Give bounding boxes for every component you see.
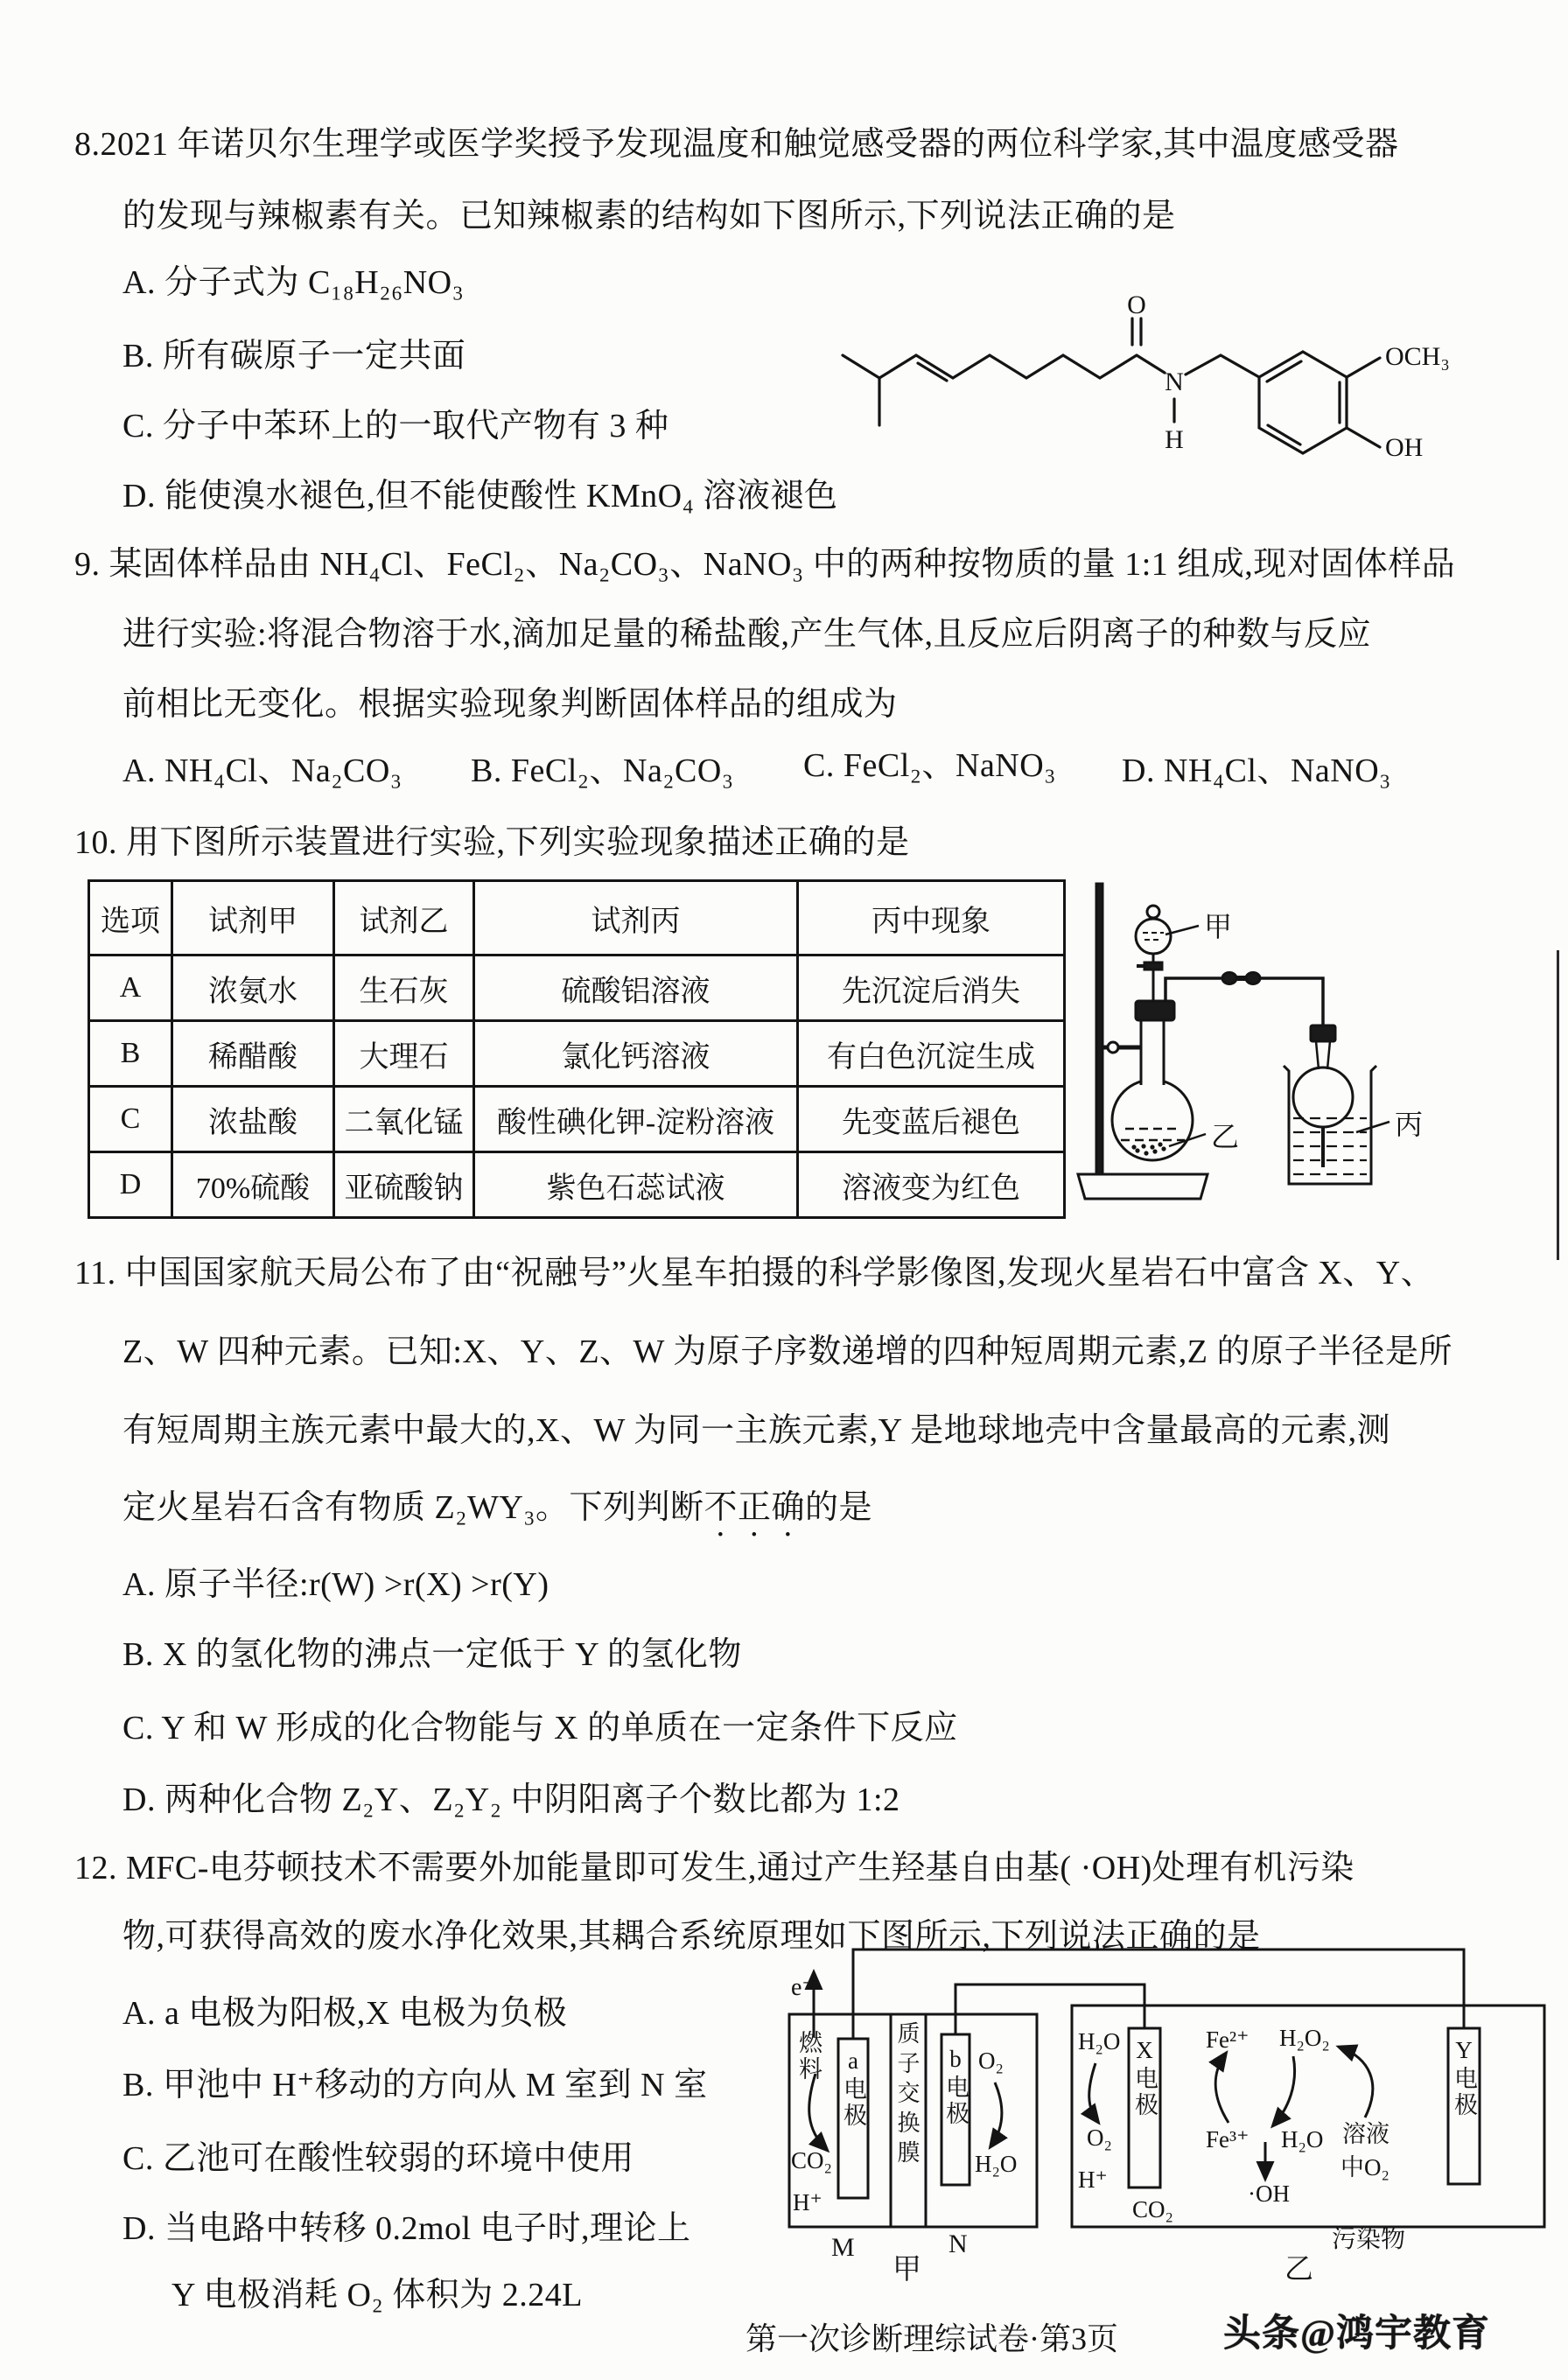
q12-stem-line1: 12. MFC-电芬顿技术不需要外加能量即可发生,通过产生羟基自由基( ·OH)处理有机污染 (74, 1850, 1354, 1886)
structure-nitrogen-label: N (1165, 368, 1184, 396)
table-cell: 有白色沉淀生成 (798, 1021, 1065, 1087)
h2o-mid-label: H₂O (1281, 2126, 1324, 2152)
capsaicin-structure-diagram (827, 278, 1492, 466)
h2o-to-o2-arrow (1089, 2063, 1097, 2121)
electrode-b-label: b电极 (942, 2046, 969, 2127)
q8-option-c: C. 分子中苯环上的一取代产物有 3 种 (122, 408, 669, 444)
fe3-to-fe2-arrow (1215, 2054, 1228, 2123)
q9-stem-line1: 9. 某固体样品由 NH₄Cl、FeCl₂、Na₂CO₃、NaNO₃ 中的两种按物质的量 1:1 组成,现对固体样品 (74, 546, 1456, 583)
electrode-a-label: a电极 (840, 2048, 866, 2129)
watermark-text: 头条@鸿宇教育 (1223, 2314, 1490, 2355)
q10-reagent-table (88, 879, 1066, 1219)
structure-hydrogen-label: H (1165, 425, 1184, 454)
tube-connector (1222, 973, 1236, 984)
structure-oxygen-label: O (1127, 290, 1146, 319)
fuel-to-co2-arrow (809, 2074, 826, 2149)
stand-pole (1096, 884, 1102, 1174)
table-header-cell: 试剂甲 (172, 881, 334, 956)
q11-stem-line4 (122, 1488, 872, 1544)
table-cell: 先变蓝后褪色 (798, 1087, 1065, 1152)
solution-o2-label-line2: 中O₂ (1340, 2154, 1390, 2180)
o2-to-h2o-arrow (991, 2082, 1002, 2146)
table-header-cell: 试剂丙 (474, 881, 798, 956)
q8-option-a: A. 分子式为 C₁₈H₂₆NO₃ (122, 264, 465, 301)
h2o-right-label: H₂O (1078, 2028, 1121, 2054)
table-cell: 浓盐酸 (172, 1087, 334, 1152)
q9-option-c: C. FeCl₂、NaNO₃ (803, 747, 1056, 784)
electron-label: e⁻ (791, 1974, 816, 2001)
table-header-cell: 选项 (89, 881, 172, 956)
q11-option-c: C. Y 和 W 形成的化合物能与 X 的单质在一定条件下反应 (122, 1710, 958, 1746)
table-cell: B (89, 1021, 172, 1087)
q9-stem-line3: 前相比无变化。根据实验现象判断固体样品的组成为 (122, 686, 898, 723)
fe3-label: Fe³⁺ (1206, 2126, 1250, 2152)
chamber-n-label: N (948, 2230, 968, 2258)
h2o2-down-arrow (1274, 2056, 1295, 2124)
table-header-row (89, 881, 1065, 956)
q12-option-a: A. a 电极为阳极,X 电极为负极 (122, 1995, 568, 2032)
o2-to-h2o2-arrow (1340, 2048, 1373, 2118)
structure-hydroxyl-label: OH (1385, 433, 1424, 462)
solution-o2-label-line1: 溶液 (1342, 2121, 1390, 2147)
tube-connector (1246, 973, 1260, 984)
structure-methoxy-label: OCH₃ (1385, 342, 1450, 371)
apparatus-label-bing: 丙 (1395, 1109, 1424, 1140)
co2-right-label: CO₂ (1132, 2196, 1173, 2222)
flask-stopper (1136, 1001, 1174, 1020)
h2o-left-label: H₂O (975, 2151, 1018, 2177)
h2o2-label: H₂O₂ (1279, 2025, 1330, 2051)
oh-radical-label: ·OH (1248, 2180, 1290, 2207)
table-cell: C (89, 1087, 172, 1152)
table-header-cell: 丙中现象 (798, 881, 1065, 956)
q9-option-d: D. NH₄Cl、NaNO₃ (1122, 752, 1391, 789)
scan-edge-artifact (1557, 950, 1559, 1260)
q10-stem: 10. 用下图所示装置进行实验,下列实验现象描述正确的是 (74, 824, 910, 861)
q11-emphasized-text: 不正确 (704, 1489, 806, 1526)
table-cell: 生石灰 (334, 956, 474, 1021)
table-cell: 溶液变为红色 (798, 1152, 1065, 1218)
fe2-label: Fe²⁺ (1206, 2026, 1250, 2053)
table-cell: 大理石 (334, 1021, 474, 1087)
q9-stem-line2: 进行实验:将混合物溶于水,滴加足量的稀盐酸,产生气体,且反应后阴离子的种数与反应 (122, 616, 1372, 653)
table-cell: 硫酸铝溶液 (474, 956, 798, 1021)
membrane-label: 质子交换膜 (894, 2021, 920, 2170)
q9-option-a: A. NH₄Cl、Na₂CO₃ (122, 752, 402, 789)
q12-option-d-line2: Y 电极消耗 O₂ 体积为 2.24L (172, 2277, 583, 2314)
wire-a-to-y (853, 1950, 1464, 2039)
pollutant-label: 污染物 (1332, 2226, 1406, 2253)
table-cell: 二氧化锰 (334, 1087, 474, 1152)
q11-stem-line1: 11. 中国国家航天局公布了由“祝融号”火星车拍摄的科学影像图,发现火星岩石中富含 X、Y、 (74, 1255, 1435, 1292)
table-cell: 紫色石蕊试液 (474, 1152, 798, 1218)
table-row (89, 956, 1065, 1021)
table-cell: 70%硫酸 (172, 1152, 334, 1218)
q12-option-b: B. 甲池中 H⁺移动的方向从 M 室到 N 室 (122, 2067, 708, 2104)
electrode-x-label: X电极 (1131, 2037, 1158, 2118)
table-cell: 浓氨水 (172, 956, 334, 1021)
q11-stem-line3: 有短周期主族元素中最大的,X、W 为同一主族元素,Y 是地球地壳中含量最高的元素,测 (122, 1412, 1391, 1449)
q12-stem-line2: 物,可获得高效的废水净化效果,其耦合系统原理如下图所示,下列说法正确的是 (122, 1918, 1261, 1955)
q8-option-d: D. 能使溴水褪色,但不能使酸性 KMnO₄ 溶液褪色 (122, 478, 838, 514)
o2-left-label: O₂ (978, 2048, 1004, 2074)
mfc-fenton-cell-diagram (779, 1934, 1549, 2284)
delivery-tube (1166, 978, 1323, 1027)
hplus-right-label: H⁺ (1078, 2166, 1108, 2193)
q11-stem-line4-pre: 定火星岩石含有物质 Z₂WY₃。下列判断 (122, 1489, 704, 1526)
q8-stem-line2: 的发现与辣椒素有关。已知辣椒素的结构如下图所示,下列说法正确的是 (122, 198, 1176, 234)
apparatus-label-yi: 乙 (1211, 1121, 1240, 1152)
table-row (89, 1087, 1065, 1152)
stopcock (1144, 962, 1162, 970)
wire-b-to-x (956, 1984, 1144, 2034)
table-cell: D (89, 1152, 172, 1218)
q11-stem-line4-post: 的是 (805, 1489, 873, 1526)
chamber-m-label: M (831, 2233, 855, 2262)
fuel-label: 燃料 (795, 2030, 822, 2082)
hplus-left-label: H⁺ (793, 2189, 822, 2216)
page-footer: 第一次诊断理综试卷·第3页 (746, 2321, 1118, 2356)
q8-option-b: B. 所有碳原子一定共面 (122, 338, 466, 374)
funnel-stopper-knob (1147, 906, 1159, 918)
q8-stem-line1: 8.2021 年诺贝尔生理学或医学奖授予发现温度和触觉感受器的两位科学家,其中温度感受器 (74, 126, 1399, 163)
co2-left-label: CO₂ (791, 2147, 832, 2174)
stand-base (1078, 1174, 1208, 1199)
cell-yi-label: 乙 (1284, 2254, 1313, 2286)
q12-option-c: C. 乙池可在酸性较弱的环境中使用 (122, 2140, 634, 2177)
table-cell: 稀醋酸 (172, 1021, 334, 1087)
gas-experiment-apparatus-diagram (1068, 840, 1558, 1260)
cell-jia-label: 甲 (892, 2254, 921, 2286)
table-header-cell: 试剂乙 (334, 881, 474, 956)
table-cell: 氯化钙溶液 (474, 1021, 798, 1087)
o2-right-label: O₂ (1087, 2124, 1112, 2151)
electrode-y-label: Y电极 (1451, 2037, 1477, 2118)
table-cell: 先沉淀后消失 (798, 956, 1065, 1021)
q11-option-d: D. 两种化合物 Z₂Y、Z₂Y₂ 中阴阳离子个数比都为 1:2 (122, 1782, 900, 1818)
q11-option-b: B. X 的氢化物的沸点一定低于 Y 的氢化物 (122, 1636, 742, 1673)
dropping-funnel-bulb (1136, 919, 1171, 954)
q12-option-d-line1: D. 当电路中转移 0.2mol 电子时,理论上 (122, 2210, 691, 2247)
table-row (89, 1021, 1065, 1087)
table-cell: 酸性碘化钾-淀粉溶液 (474, 1087, 798, 1152)
table-cell: 亚硫酸钠 (334, 1152, 474, 1218)
table-row (89, 1152, 1065, 1218)
q9-option-b: B. FeCl₂、Na₂CO₃ (471, 752, 734, 789)
q11-stem-line2: Z、W 四种元素。已知:X、Y、Z、W 为原子序数递增的四种短周期元素,Z 的原子半径是所 (122, 1334, 1452, 1370)
q11-option-a: A. 原子半径:r(W) >r(X) >r(Y) (122, 1566, 550, 1603)
apparatus-label-jia: 甲 (1204, 911, 1233, 942)
bottle-stopper (1311, 1026, 1335, 1041)
table-cell: A (89, 956, 172, 1021)
